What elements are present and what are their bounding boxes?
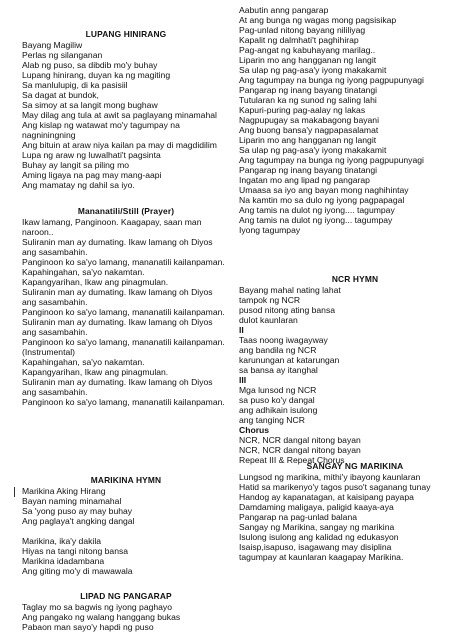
lyric-line: Taglay mo sa bagwis ng iyong paghayo [22,601,173,612]
lyric-line: Pabaon man sayo'y hapdi ng puso [22,621,154,632]
lyric-line: Aabutin anng pangarap [239,5,329,15]
lyric-line: Kapuri-puring pag-aalay ng lakas [239,105,366,115]
section-title: Mananatili/Still (Prayer) [77,206,175,216]
lyric-line: Marikina, ika'y dakila [22,535,102,546]
lyric-line: Kapahingahan, sa'yo nakamtan. [22,356,145,367]
lyric-line: Kapalit ng dalmhati't paghihirap [239,35,359,45]
lyric-line: Ang paglaya't angking dangal [22,515,135,526]
lyric-line: Chorus [239,424,270,435]
lyric-line: karunungan at katarungan [239,354,340,365]
lyric-line: At ang bunga ng wagas mong pagsisikap [239,15,397,25]
lyric-line: Aming ligaya na pag may mang-aapi [22,169,162,180]
lyric-line: Kapangyarihan, Ikaw ang pinagmulan. [22,366,169,377]
lyric-line: Isaisp,isapuso, isagawang may disiplina [239,541,392,552]
lyric-line: Mga lunsod ng NCR [239,384,317,395]
lyric-line: Pangarap ng inang bayang tinatangi [239,165,378,175]
lyric-line: Perlas ng silanganan [22,49,103,60]
lyric-line: Ang bituin at araw niya kailan pa may di magdidilim [22,139,217,150]
lyric-line: Pangarap ng inang bayang tinatangi [239,85,378,95]
lyric-line: Lupa ng araw ng luwalhati't pagsinta [22,149,161,160]
marikina-hymn-section [22,475,230,576]
lyric-line: Panginoon ko sa'yo lamang, mananatili kailanpaman. [22,256,225,267]
lyric-line: Sa ulap ng pag-asa'y iyong makakamit [239,145,387,155]
section-title: SANGAY NG MARIKINA [306,461,404,471]
lyric-line: pusod nitong ating bansa [239,304,336,315]
section-title: LIPAD NG PANGARAP [80,591,172,601]
lyric-line: Lungsod ng marikina, mithi'y ibayong kaunlaran [239,471,421,482]
lyric-line: Sa manlulupig, di ka pasisiil [22,79,128,90]
lyric-line: Ang giting mo'y di mawawala [22,565,133,576]
lyric-line: Ang tamis na dulot ng iyong.... tagumpay [239,205,395,215]
lyric-line: Ang buong bansa'y nagpapasalamat [239,125,379,135]
sangay-ng-marikina-section [239,461,471,562]
lyric-line: Kapahingahan, sa'yo nakamtan. [22,266,145,277]
mananatili-section [22,206,230,407]
lyric-line: Handog ay kapanatagan, at kaisipang payapa [239,491,414,502]
lyric-line: Pag-angat ng kabuhayang marilag.. [239,45,376,55]
lyric-line: Panginoon ko sa'yo lamang, mananatili kailanpaman. [22,396,225,407]
lyric-line: Bayan naming minamahal [22,495,122,506]
lyric-line: Alab ng puso, sa dibdib mo'y buhay [22,59,158,70]
lyric-line: ang tanging NCR [239,414,305,425]
section-lines [239,285,471,465]
lyric-line: Buhay ay langit sa piling mo [22,159,130,170]
lyric-line: Ang tagumpay na bunga ng iyong pagpupunyagi [239,155,424,165]
lyric-line: Bayang mahal nating lahat [239,284,341,295]
lipad-ng-pangarap-continued [239,5,471,235]
lyric-line: dulot kaunlaran [239,314,298,325]
lyric-line: Ang pangako ng walang hanggang bukas [22,611,181,622]
lyric-line: Bayang Magiliw [22,39,83,50]
lyric-line: Hatid sa marikenyo'y tagos puso't saganang tunay [239,481,431,492]
lupang-hinirang-section [22,29,230,190]
lyric-line: ang sasambahin. [22,386,88,397]
lyric-line: Suliranin man ay dumating. Ikaw lamang oh Diyos [22,376,213,387]
ncr-hymn-section [239,274,471,465]
lyric-line: Suliranin man ay dumating. Ikaw lamang oh Diyos [22,236,213,247]
lyric-line: NCR, NCR dangal nitong bayan [239,434,361,445]
lyric-line: III [239,374,247,385]
lyric-line: May dilag ang tula at awit sa paglayang minamahal [22,109,217,120]
lyric-line: Sa 'yong puso ay may buhay [22,505,133,516]
lyric-line: Ang mamatay ng dahil sa iyo. [22,179,135,190]
lyric-line: Repeat III & Repeat Chorus [239,454,345,465]
lyric-line: Sangay ng Marikina, sangay ng marikina [239,521,395,532]
lyric-line: tagumpay at kaunlaran kaagapay Marikina. [239,551,404,562]
lyric-line: Sa dagat at bundok, [22,89,99,100]
lyric-line: naroon.. [22,226,54,237]
section-title: LUPANG HINIRANG [85,29,167,39]
lyric-line: sa puso ko'y dangal [239,394,315,405]
lyric-line: Liparin mo ang hangganan ng langit [239,135,377,145]
lyric-line: tampok ng NCR [239,294,301,305]
lyric-line: Ang tagumpay na bunga ng iyong pagpupunyagi [239,75,424,85]
lyric-line: Panginoon ko sa'yo lamang, mananatili kailanpaman. [22,306,225,317]
lyric-line: Isulong isulong ang kalidad ng edukasyon [239,531,399,542]
lyric-line: Liparin mo ang hangganan ng langit [239,55,377,65]
lyric-line: Pangarap na pag-unlad balana [239,511,358,522]
lyric-line: II [239,324,244,335]
lyric-line: Iyong tagumpay [239,225,301,235]
lyric-line: Panginoon ko sa'yo lamang, mananatili kailanpaman. [22,336,225,347]
lyric-line: Suliranin man ay dumating. Ikaw lamang oh Diyos [22,286,213,297]
section-title: NCR HYMN [331,274,379,284]
lyric-line: Pag-unlad nitong bayang nililiyag [239,25,366,35]
lyric-line: Kapangyarihan, Ikaw ang pinagmulan. [22,276,169,287]
lyric-line: ang sasambahin. [22,326,88,337]
lyric-line: Nagpupugay sa makabagong bayani [239,115,379,125]
lyric-line: Na kamtin mo sa dulo ng iyong pagpapagal [239,195,405,205]
lyric-line: ang sasambahin. [22,296,88,307]
lyric-line: Umaasa sa iyo ang bayan mong naghihintay [239,185,409,195]
section-lines [22,486,230,576]
lyric-line: Tutularan ka ng sunod ng saling lahi [239,95,377,105]
lyric-line: Hiyas na tangi nitong bansa [22,545,129,556]
lyric-line [22,526,230,536]
lyric-line: Lupang hinirang, duyan ka ng magiting [22,69,171,80]
lyric-line: (Instrumental) [22,346,76,357]
lyric-line: Ang tamis na dulot ng iyong... tagumpay [239,215,393,225]
lyric-line: NCR, NCR dangal nitong bayan [239,444,361,455]
lyric-line: Marikina idadambana [22,555,105,566]
lyric-line: ang sasambahin. [22,246,88,257]
lyric-line: Damdaming maligaya, paligid kaaya-aya [239,501,394,512]
lyric-line: Taas noong iwagayway [239,334,328,345]
section-lines [239,472,471,562]
section-lines [22,217,230,407]
lyric-line: Ingatan mo ang lipad ng pangarap [239,175,370,185]
lyric-line: Ang kislap ng watawat mo'y tagumpay na [22,119,180,130]
text-cursor-mark [14,487,15,497]
lyric-line: Sa ulap ng pag-asa'y iyong makakamit [239,65,387,75]
lyric-line: Sa simoy at sa langit mong bughaw [22,99,158,110]
section-lines [239,5,471,235]
section-lines [22,602,230,632]
lyric-line: nagniningning [22,129,76,140]
lyric-line: Marikina Aking Hirang [22,485,106,496]
lyric-line: Suliranin man ay dumating. Ikaw lamang oh Diyos [22,316,213,327]
lipad-ng-pangarap-section [22,591,230,632]
lyric-line: sa bansa ay itanghal [239,364,318,375]
lyric-line: ang bandila ng NCR [239,344,317,355]
section-title: MARIKINA HYMN [90,475,162,485]
lyric-line: ang adhikain isulong [239,404,318,415]
section-lines [22,40,230,190]
lyric-line: Ikaw lamang, Panginoon. Kaagapay, saan man [22,216,202,227]
